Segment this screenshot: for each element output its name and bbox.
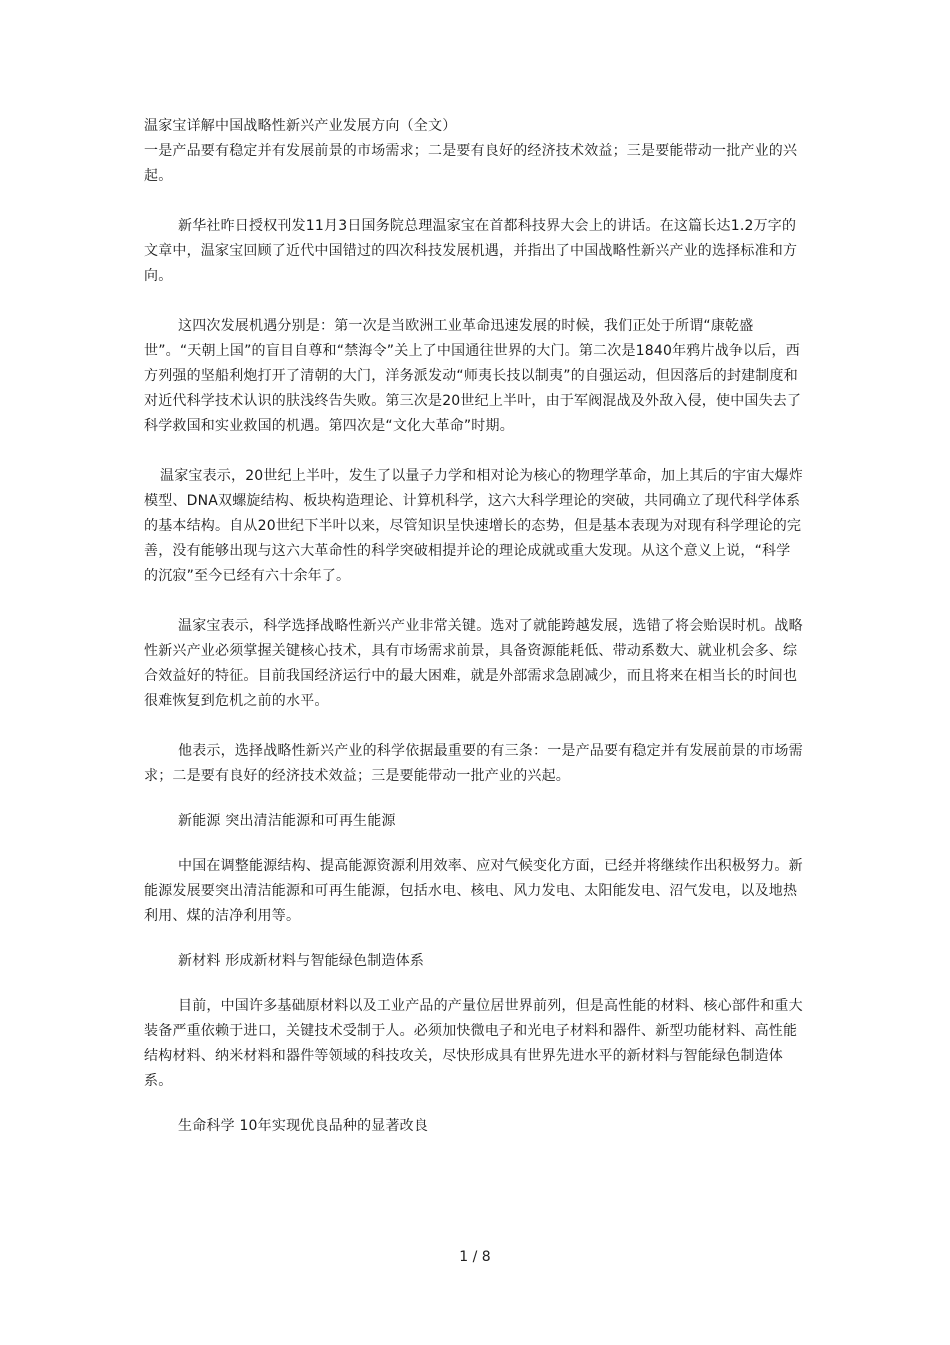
spacer bbox=[144, 834, 804, 854]
section-body-new-materials: 目前，中国许多基础原材料以及工业产品的产量位居世界前列，但是高性能的材料、核心部件和重大装备严重依赖于进口，关键技术受制于人。必须加快微电子和光电子材料和器件、新型功能材料、高性能结构材料、纳米材料和器件等领域的科技攻关，尽快形成具有世界先进水平的新材料与智能绿色制造体系。 bbox=[144, 998, 803, 1089]
paragraph-science-revolution: 温家宝表示，20世纪上半叶，发生了以量子力学和相对论为核心的物理学革命，加上其后的宇宙大爆炸模型、DNA双螺旋结构、板块构造理论、计算机科学，这六大科学理论的突破，共同确立了现代科学体系的基本结构。自从20世纪下半叶以来，尽管知识呈快速增长的态势，但是基本表现为对现有科学理论的完善，没有能够出现与这六大革命性的科学突破相提并论的理论成就或重大发现。从这个意义上说，“科学的沉寂”至今已经有六十余年了。 bbox=[144, 468, 804, 584]
paragraph-four-opportunities: 这四次发展机遇分别是：第一次是当欧洲工业革命迅速发展的时候，我们正处于所谓“康乾盛世”。“天朝上国”的盲目自尊和“禁海令”关上了中国通往世界的大门。第二次是1840年鸦片战争以后，西方列强的坚船利炮打开了清朝的大门，洋务派发动“师夷长技以制夷”的自强运动，但因落后的封建制度和对近代科学技术认识的肤浅终告失败。第三次是20世纪上半叶，由于军阀混战及外敌入侵，使中国失去了科学救国和实业救国的机遇。第四次是“文化大革命”时期。 bbox=[144, 318, 802, 434]
section-heading-new-energy: 新能源 突出清洁能源和可再生能源 bbox=[178, 813, 396, 829]
spacer bbox=[144, 1094, 804, 1114]
section-body-new-energy: 中国在调整能源结构、提高能源资源利用效率、应对气候变化方面，已经并将继续作出积极努力。新能源发展要突出清洁能源和可再生能源，包括水电、核电、风力发电、太阳能发电、沼气发电，以及地热利用、煤的洁净利用等。 bbox=[144, 858, 803, 924]
spacer bbox=[144, 439, 804, 464]
spacer bbox=[144, 929, 804, 949]
document-body bbox=[144, 114, 804, 1139]
spacer bbox=[144, 589, 804, 614]
page-number: 1 / 8 bbox=[459, 1249, 491, 1265]
paragraph-strategic-choice: 温家宝表示，科学选择战略性新兴产业非常关键。选对了就能跨越发展，选错了将会贻误时机。战略性新兴产业必须掌握关键核心技术，具有市场需求前景，具备资源能耗低、带动系数大、就业机会多、综合效益好的特征。目前我国经济运行中的最大困难，就是外部需求急剧减少，而且将来在相当长的时间也很难恢复到危机之前的水平。 bbox=[144, 618, 803, 709]
section-heading-new-materials: 新材料 形成新材料与智能绿色制造体系 bbox=[178, 953, 425, 969]
section-heading-life-science: 生命科学 10年实现优良品种的显著改良 bbox=[178, 1118, 429, 1134]
document-title: 温家宝详解中国战略性新兴产业发展方向（全文） bbox=[144, 118, 457, 134]
paragraph-intro: 新华社昨日授权刊发11月3日国务院总理温家宝在首都科技界大会上的讲话。在这篇长达1.2万字的文章中，温家宝回顾了近代中国错过的四次科技发展机遇，并指出了中国战略性新兴产业的选择标准和方向。 bbox=[144, 218, 798, 284]
spacer bbox=[144, 789, 804, 809]
spacer bbox=[144, 714, 804, 739]
summary-paragraph: 一是产品要有稳定并有发展前景的市场需求；二是要有良好的经济技术效益；三是要能带动一批产业的兴起。 bbox=[144, 143, 798, 184]
spacer bbox=[144, 289, 804, 314]
spacer bbox=[144, 189, 804, 214]
paragraph-three-criteria: 他表示，选择战略性新兴产业的科学依据最重要的有三条：一是产品要有稳定并有发展前景的市场需求；二是要有良好的经济技术效益；三是要能带动一批产业的兴起。 bbox=[144, 743, 803, 784]
spacer bbox=[144, 974, 804, 994]
